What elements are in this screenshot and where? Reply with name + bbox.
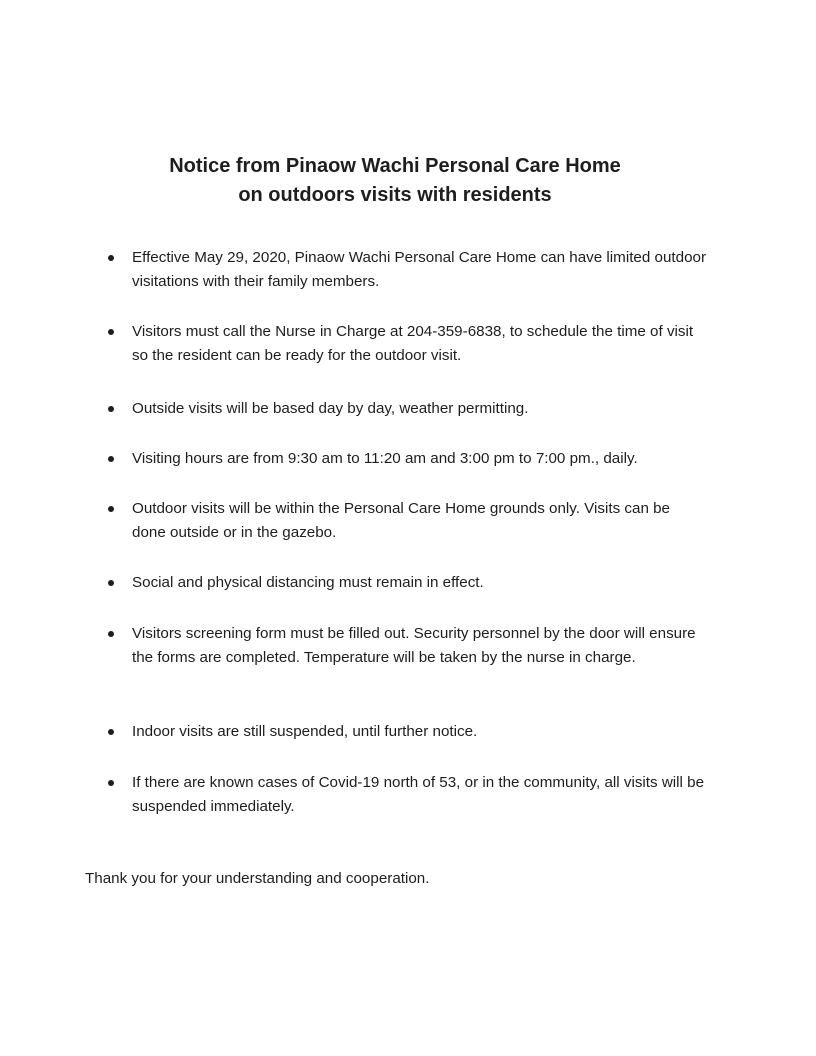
list-item (107, 720, 707, 744)
list-item (107, 447, 707, 471)
list-item (107, 497, 707, 545)
bullet-icon (108, 580, 114, 586)
bullet-icon (108, 506, 114, 512)
bullet-text: If there are known cases of Covid-19 north of 53, or in the community, all visits will be suspended immediately. (132, 774, 705, 815)
list-item (107, 771, 707, 819)
bullet-icon (108, 780, 114, 786)
bullet-text: Indoor visits are still suspended, until further notice. (132, 723, 478, 740)
list-item (107, 622, 707, 670)
bullet-text: Effective May 29, 2020, Pinaow Wachi Personal Care Home can have limited outdoor visitations with their family members. (132, 249, 707, 290)
bullet-text: Outside visits will be based day by day, weather permitting. (132, 400, 529, 417)
list-item (107, 397, 707, 421)
bullet-text: Visiting hours are from 9:30 am to 11:20 am and 3:00 pm to 7:00 pm., daily. (132, 450, 638, 467)
bullet-icon (108, 329, 114, 335)
bullet-icon (108, 406, 114, 412)
list-item (107, 246, 707, 294)
bullet-text: Social and physical distancing must remain in effect. (132, 574, 484, 591)
title-line-2: on outdoors visits with residents (238, 184, 552, 206)
bullet-icon (108, 729, 114, 735)
bullet-text: Outdoor visits will be within the Personal Care Home grounds only. Visits can be done outside or in the gazebo. (132, 500, 671, 541)
bullet-icon (108, 631, 114, 637)
title-line-1: Notice from Pinaow Wachi Personal Care Home (169, 155, 621, 177)
bullet-text: Visitors screening form must be filled out. Security personnel by the door will ensure the forms are completed. Temperature will be taken by the nurse in charge. (132, 625, 696, 666)
bullet-icon (108, 255, 114, 261)
list-item (107, 571, 707, 595)
bullet-text: Visitors must call the Nurse in Charge at 204-359-6838, to schedule the time of visit so the resident can be ready for the outdoor visit. (132, 323, 694, 364)
bullet-icon (108, 456, 114, 462)
list-item (107, 320, 707, 368)
closing-note: Thank you for your understanding and cooperation. (85, 870, 430, 887)
